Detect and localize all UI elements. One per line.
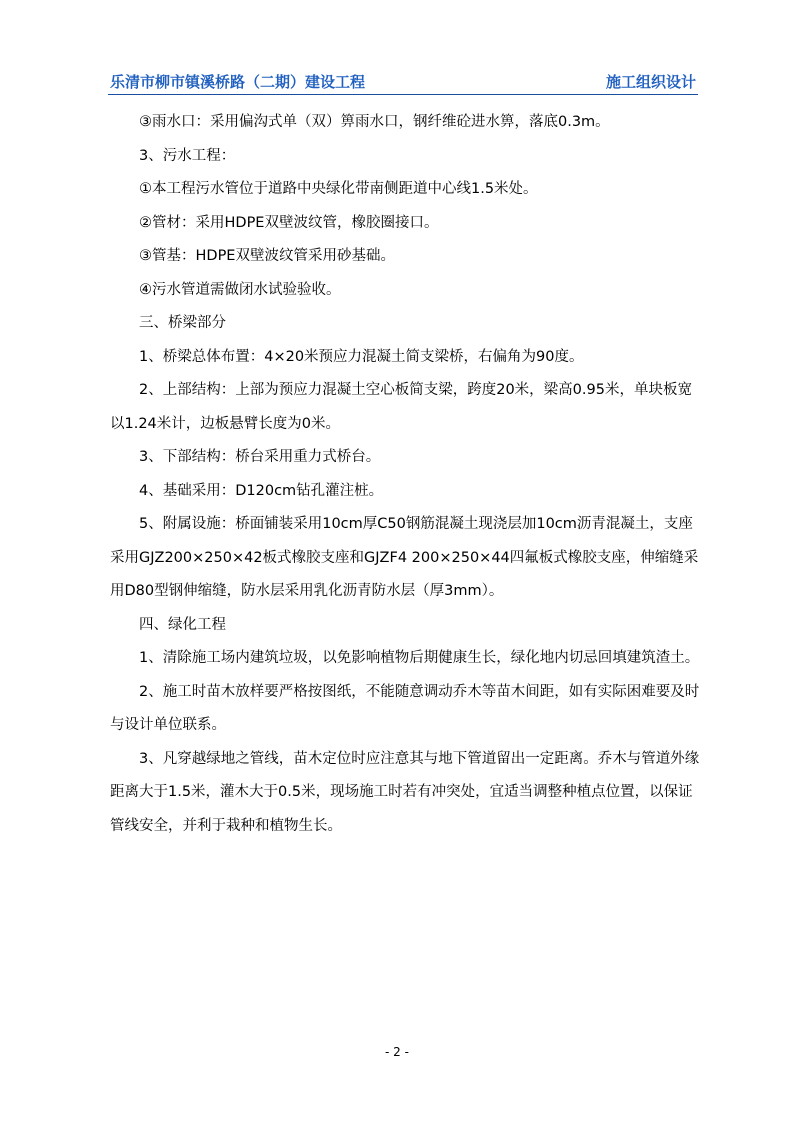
page-number: - 2 -: [385, 1045, 409, 1059]
paragraph-sewage-heading: 3、污水工程：: [139, 147, 236, 164]
project-title: 乐清市柳市镇溪桥路（二期）建设工程: [110, 73, 366, 91]
section-heading-bridge: 三、桥梁部分: [139, 315, 226, 331]
paragraph-substructure: 3、下部结构：桥台采用重力式桥台。: [139, 449, 381, 465]
paragraph-rain-inlet: ③雨水口：采用偏沟式单（双）箅雨水口，钢纤维砼进水箅，落底0.3m。: [139, 114, 610, 130]
document-body: [110, 106, 700, 843]
paragraph-greening-1: 1、清除施工场内建筑垃圾，以免影响植物后期健康生长，绿化地内切忌回填建筑渣土。: [139, 650, 700, 666]
section-heading-greening: 四、绿化工程: [139, 616, 226, 633]
page-header: [108, 72, 698, 95]
paragraph-greening-3: 3、凡穿越绿地之管线，苗木定位时应注意其与地下管道留出一定距离。乔木与管道外缘距离大于1.5米，灌木大于0.5米，现场施工时若有冲突处，宜适当调整种植点位置，以保证管线安全，并利于栽种和植物生长。: [110, 750, 700, 834]
paragraph-water-test: ④污水管道需做闭水试验验收。: [139, 281, 341, 298]
paragraph-bridge-layout: 1、桥梁总体布置：4×20米预应力混凝土简支梁桥，右偏角为90度。: [139, 348, 584, 365]
paragraph-foundation: 4、基础采用：D120cm钻孔灌注桩。: [139, 482, 384, 499]
paragraph-pipe-foundation: ③管基：HDPE双壁波纹管采用砂基础。: [139, 248, 395, 264]
paragraph-pipe-material: ②管材：采用HDPE双壁波纹管，橡胶圈接口。: [139, 214, 439, 231]
paragraph-greening-2: 2、施工时苗木放样要严格按图纸，不能随意调动乔木等苗木间距，如有实际困难要及时与设计单位联系。: [110, 683, 700, 733]
paragraph-superstructure: 2、上部结构：上部为预应力混凝土空心板简支梁，跨度20米，梁高0.95米，单块板宽以1.24米计，边板悬臂长度为0米。: [110, 382, 692, 432]
paragraph-sewage-location: ①本工程污水管位于道路中央绿化带南侧距道中心线1.5米处。: [139, 181, 538, 197]
document-type: 施工组织设计: [605, 73, 696, 91]
paragraph-ancillary: 5、附属设施：桥面铺装采用10cm厚C50钢筋混凝土现浇层加10cm沥青混凝土，支座采用GJZ200×250×42板式橡胶支座和GJZF4 200×250×44四氟板式橡胶支座，伸缩缝采用D80型钢伸缩缝，防水层采用乳化沥青防水层（厚3mm）。: [110, 516, 699, 599]
